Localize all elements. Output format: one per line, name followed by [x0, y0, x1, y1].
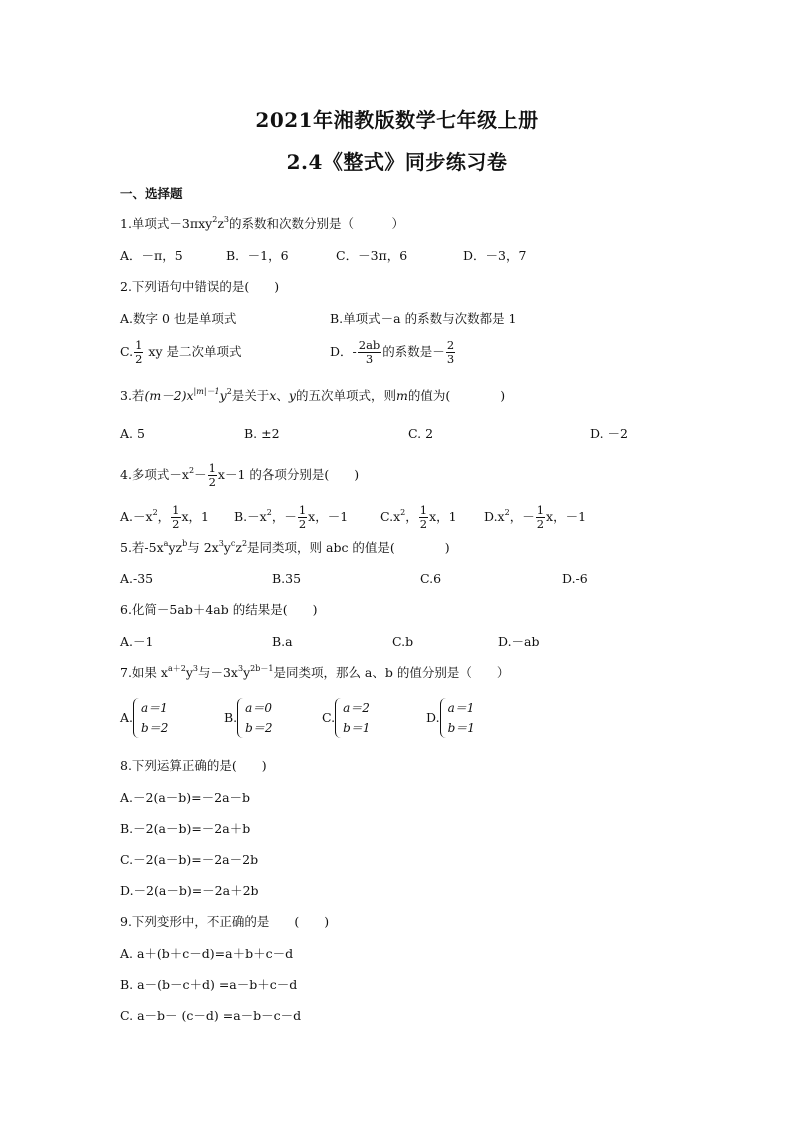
question-5-option-d: D.-6 — [562, 571, 588, 586]
question-9-option-a: A. a＋(b＋c－d)=a＋b＋c－d — [120, 946, 294, 961]
question-8-option-c: C.－2(a－b)=－2a－2b — [120, 852, 259, 867]
question-7-option-b: B. a＝0 b＝2 — [224, 698, 273, 738]
question-5-option-a: A.-35 — [120, 571, 154, 586]
question-2-option-d: D．- $\frac{2ab}{3}$ 的系数是－ $\frac{2}{3}$ — [330, 338, 455, 366]
question-1-option-a: A．－π，5 — [120, 248, 183, 263]
question-4-option-c: $C.x^2$， $\frac{1}{2}$ x，1 — [380, 503, 457, 531]
question-7-option-d: D. a＝1 b＝1 — [426, 698, 475, 738]
question-1-option-b: B．－1，6 — [226, 248, 289, 263]
question-2-stem: 2.下列语句中错误的是( ) — [120, 279, 280, 294]
question-4-option-a: $A.-x^2$， $\frac{1}{2}$ x，1 — [120, 503, 210, 531]
question-7-option-c: C. a＝2 b＝1 — [322, 698, 370, 738]
question-1-option-d: D．－3，7 — [463, 248, 527, 263]
question-5-option-c: C.6 — [420, 571, 442, 586]
question-2-option-a: A.数字 0 也是单项式 — [120, 311, 237, 326]
question-8-option-a: A.－2(a－b)=－2a－b — [120, 790, 251, 805]
document-title: 2021年湘教版数学七年级上册 — [255, 108, 539, 132]
question-5-stem: 5.若$-5x^ayz^b$与 $2x^3y^cz^2$是同类项，则 abc 的值是( ) — [120, 539, 450, 555]
question-1-option-c: C．－3π，6 — [336, 248, 408, 263]
document-subtitle: 2.4《整式》同步练习卷 — [286, 150, 508, 174]
question-3-option-b: B. ±2 — [244, 426, 280, 441]
question-7-stem: 7.如果 $x^{a+2}y^3$与$-3x^3y^{2b-1}$是同类项，那么 a、b 的值分别是（ ） — [120, 664, 510, 680]
question-4-option-d: $D.x^2$，－ $\frac{1}{2}$ x，－1 — [484, 503, 587, 531]
question-7-option-a: A. a＝1 b＝2 — [120, 698, 168, 738]
question-8-option-d: D.－2(a－b)=－2a＋2b — [120, 883, 259, 898]
question-5-option-b: B.35 — [272, 571, 302, 586]
question-2-option-c: C. $\frac{1}{2}$ xy 是二次单项式 — [120, 338, 242, 366]
question-1-stem: 1.单项式$-3\pi xy^2z^3$的系数和次数分别是（ ） — [120, 215, 405, 231]
question-6-option-c: C.b — [392, 634, 414, 649]
question-3-option-d: D. －2 — [590, 426, 628, 441]
question-6-stem: 6.化简－5ab＋4ab 的结果是( ) — [120, 602, 318, 617]
question-4-option-b: $B.-x^2$，－ $\frac{1}{2}$ x，－1 — [234, 503, 349, 531]
question-2-option-b: B.单项式－a 的系数与次数都是 1 — [330, 311, 517, 326]
question-8-option-b: B.－2(a－b)=－2a＋b — [120, 821, 251, 836]
question-4-stem: 4.多项式$-x^2-$ $\frac{1}{2}$ x－1 的各项分别是( ) — [120, 461, 360, 489]
question-6-option-d: D.－ab — [498, 634, 540, 649]
question-6-option-a: A.－1 — [120, 634, 154, 649]
question-9-option-b: B. a－(b－c＋d) =a－b＋c－d — [120, 977, 298, 992]
question-3-option-a: A. 5 — [120, 426, 145, 441]
question-9-stem: 9.下列变形中，不正确的是 ( ) — [120, 914, 330, 929]
question-3-option-c: C. 2 — [408, 426, 434, 441]
question-3-stem: 3.若$(m-2)x^{|m|-1}y^2$是关于x、y的五次单项式，则m的值为( ) — [120, 387, 506, 403]
question-6-option-b: B.a — [272, 634, 293, 649]
question-9-option-c: C. a－b－ (c－d) =a－b－c－d — [120, 1008, 302, 1023]
section-heading: 一、选择题 — [120, 186, 183, 201]
question-8-stem: 8.下列运算正确的是( ) — [120, 758, 267, 773]
